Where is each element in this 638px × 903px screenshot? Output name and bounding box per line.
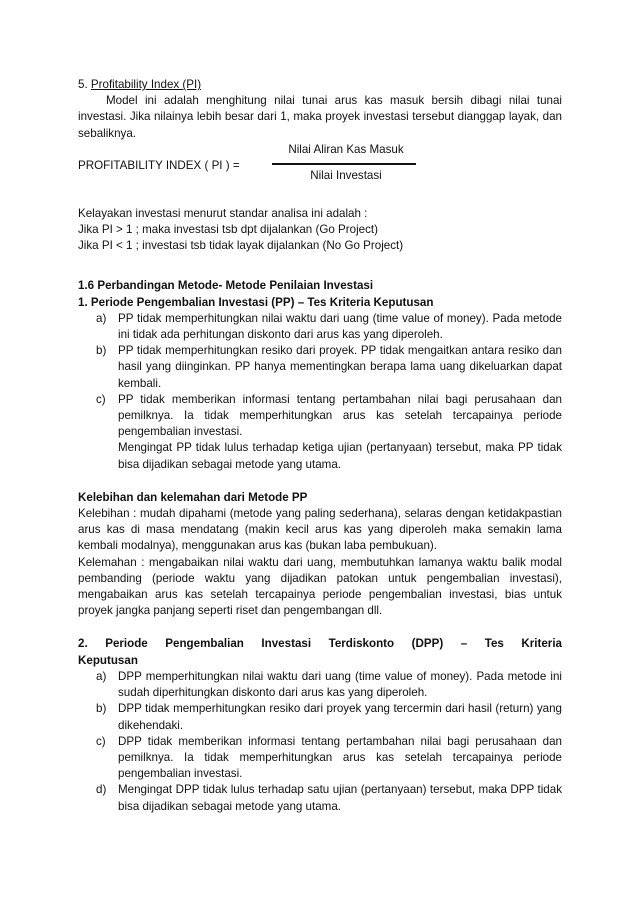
pi-formula bbox=[78, 142, 562, 190]
pi-number: 5. bbox=[78, 78, 88, 91]
pros-cons-heading: Kelebihan dan kelemahan dari Metode PP bbox=[78, 490, 308, 504]
dpp-heading-line1: 2. Periode Pengembalian Investasi Terdiskonto (DPP) – Tes Kriteria bbox=[78, 637, 562, 651]
dpp-item-text: DPP memperhitungkan nilai waktu dari uang (time value of money). Pada metode ini sudah diperhitungkan diskonto dari arus kas yang diperoleh. bbox=[118, 669, 562, 700]
pi-criteria-go: Jika PI > 1 ; maka investasi tsb dpt dijalankan (Go Project) bbox=[78, 223, 378, 237]
dpp-item bbox=[78, 669, 562, 701]
pp-item-text: PP tidak memperhitungkan resiko dari proyek. PP tidak mengaitkan antara resiko dan hasil yang diinginkan. PP hanya mementingkan berapa lama uang dikeluarkan dapat kembali. bbox=[118, 344, 562, 390]
section-heading: 1.6 Perbandingan Metode- Metode Penilaian Investasi bbox=[78, 279, 374, 293]
pp-item-text: PP tidak memberikan informasi tentang pertambahan nilai bagi perusahaan dan pemilknya. Ia tidak memperhitungkan arus kas setelah tercapainya periode pengembalian investasi. bbox=[118, 392, 562, 439]
pp-item-label: a) bbox=[96, 311, 107, 325]
formula-denominator: Nilai Investasi bbox=[310, 168, 382, 182]
pp-item bbox=[78, 311, 562, 343]
pp-heading: 1. Periode Pengembalian Investasi (PP) – Tes Kriteria Keputusan bbox=[78, 295, 434, 309]
dpp-item-label: d) bbox=[96, 783, 107, 797]
fraction-bar bbox=[272, 163, 416, 165]
dpp-item bbox=[78, 734, 562, 783]
pp-item-text: PP tidak memperhitungkan nilai waktu dari uang (time value of money). Pada metode ini tidak ada perhitungan diskonto dari arus kas yang diperoleh. bbox=[118, 311, 562, 342]
pi-heading bbox=[78, 77, 562, 93]
dpp-item-label: b) bbox=[96, 702, 107, 716]
pp-item-label: b) bbox=[96, 344, 107, 358]
pi-criteria-intro: Kelayakan investasi menurut standar analisa ini adalah : bbox=[78, 206, 368, 220]
pi-intro-first-line: Model ini adalah menghitung nilai tunai arus kas masuk bersih dibagi nilai tunai bbox=[106, 94, 562, 108]
pp-item bbox=[78, 343, 562, 392]
dpp-item-text: Mengingat DPP tidak lulus terhadap satu ujian (pertanyaan) tersebut, maka DPP tidak bisa dijadikan sebagai metode yang utama. bbox=[118, 783, 562, 813]
pi-intro-rest: investasi. Jika nilainya lebih besar dari 1, maka proyek investasi tersebut dianggap layak, dan sebaliknya. bbox=[78, 110, 562, 140]
pi-criteria-nogo: Jika PI < 1 ; investasi tsb tidak layak dijalankan (No Go Project) bbox=[78, 239, 404, 253]
dpp-item-label: a) bbox=[96, 669, 107, 683]
dpp-heading-line2: Keputusan bbox=[78, 653, 138, 667]
pp-conclusion: Mengingat PP tidak lulus terhadap ketiga ujian (pertanyaan) tersebut, maka PP tidak bisa dijadikan sebagai metode yang utama. bbox=[118, 441, 562, 471]
dpp-item-label: c) bbox=[96, 734, 106, 748]
pp-item-label: c) bbox=[96, 392, 106, 406]
pp-disadvantages: Kelemahan : mengabaikan nilai waktu dari uang, membutuhkan lamanya waktu balik modal pembanding (periode waktu yang dijadikan patokan untuk pengembalian investasi), mengabaikan arus kas setelah tercapainya periode pengembalian investasi, bias untuk proyek jangka panjang seperti riset dan pengembangan dll. bbox=[78, 555, 562, 618]
dpp-item bbox=[78, 782, 562, 814]
formula-numerator: Nilai Aliran Kas Masuk bbox=[288, 142, 404, 156]
dpp-item-text: DPP tidak memberikan informasi tentang pertambahan nilai bagi perusahaan dan pemilknya. Ia tidak memperhitungkan arus kas setelah tercapainya periode pengembalian investasi. bbox=[118, 734, 562, 781]
pp-advantages: Kelebihan : mudah dipahami (metode yang paling sederhana), selaras dengan ketidakpastian arus kas di masa mendatang (makin kecil arus kas yang diperoleh maka semakin lama kembali modalnya), menggunakan arus kas (bukan laba pembukuan). bbox=[78, 507, 562, 553]
pp-item bbox=[78, 392, 562, 441]
dpp-item bbox=[78, 701, 562, 733]
document-content bbox=[78, 77, 562, 815]
dpp-item-text: DPP tidak memperhitungkan resiko dari proyek yang tercermin dari hasil (return) yang dikehendaki. bbox=[118, 702, 562, 732]
pi-title: Profitability Index (PI) bbox=[90, 78, 202, 91]
formula-lhs: PROFITABILITY INDEX ( PI ) = bbox=[78, 158, 240, 172]
